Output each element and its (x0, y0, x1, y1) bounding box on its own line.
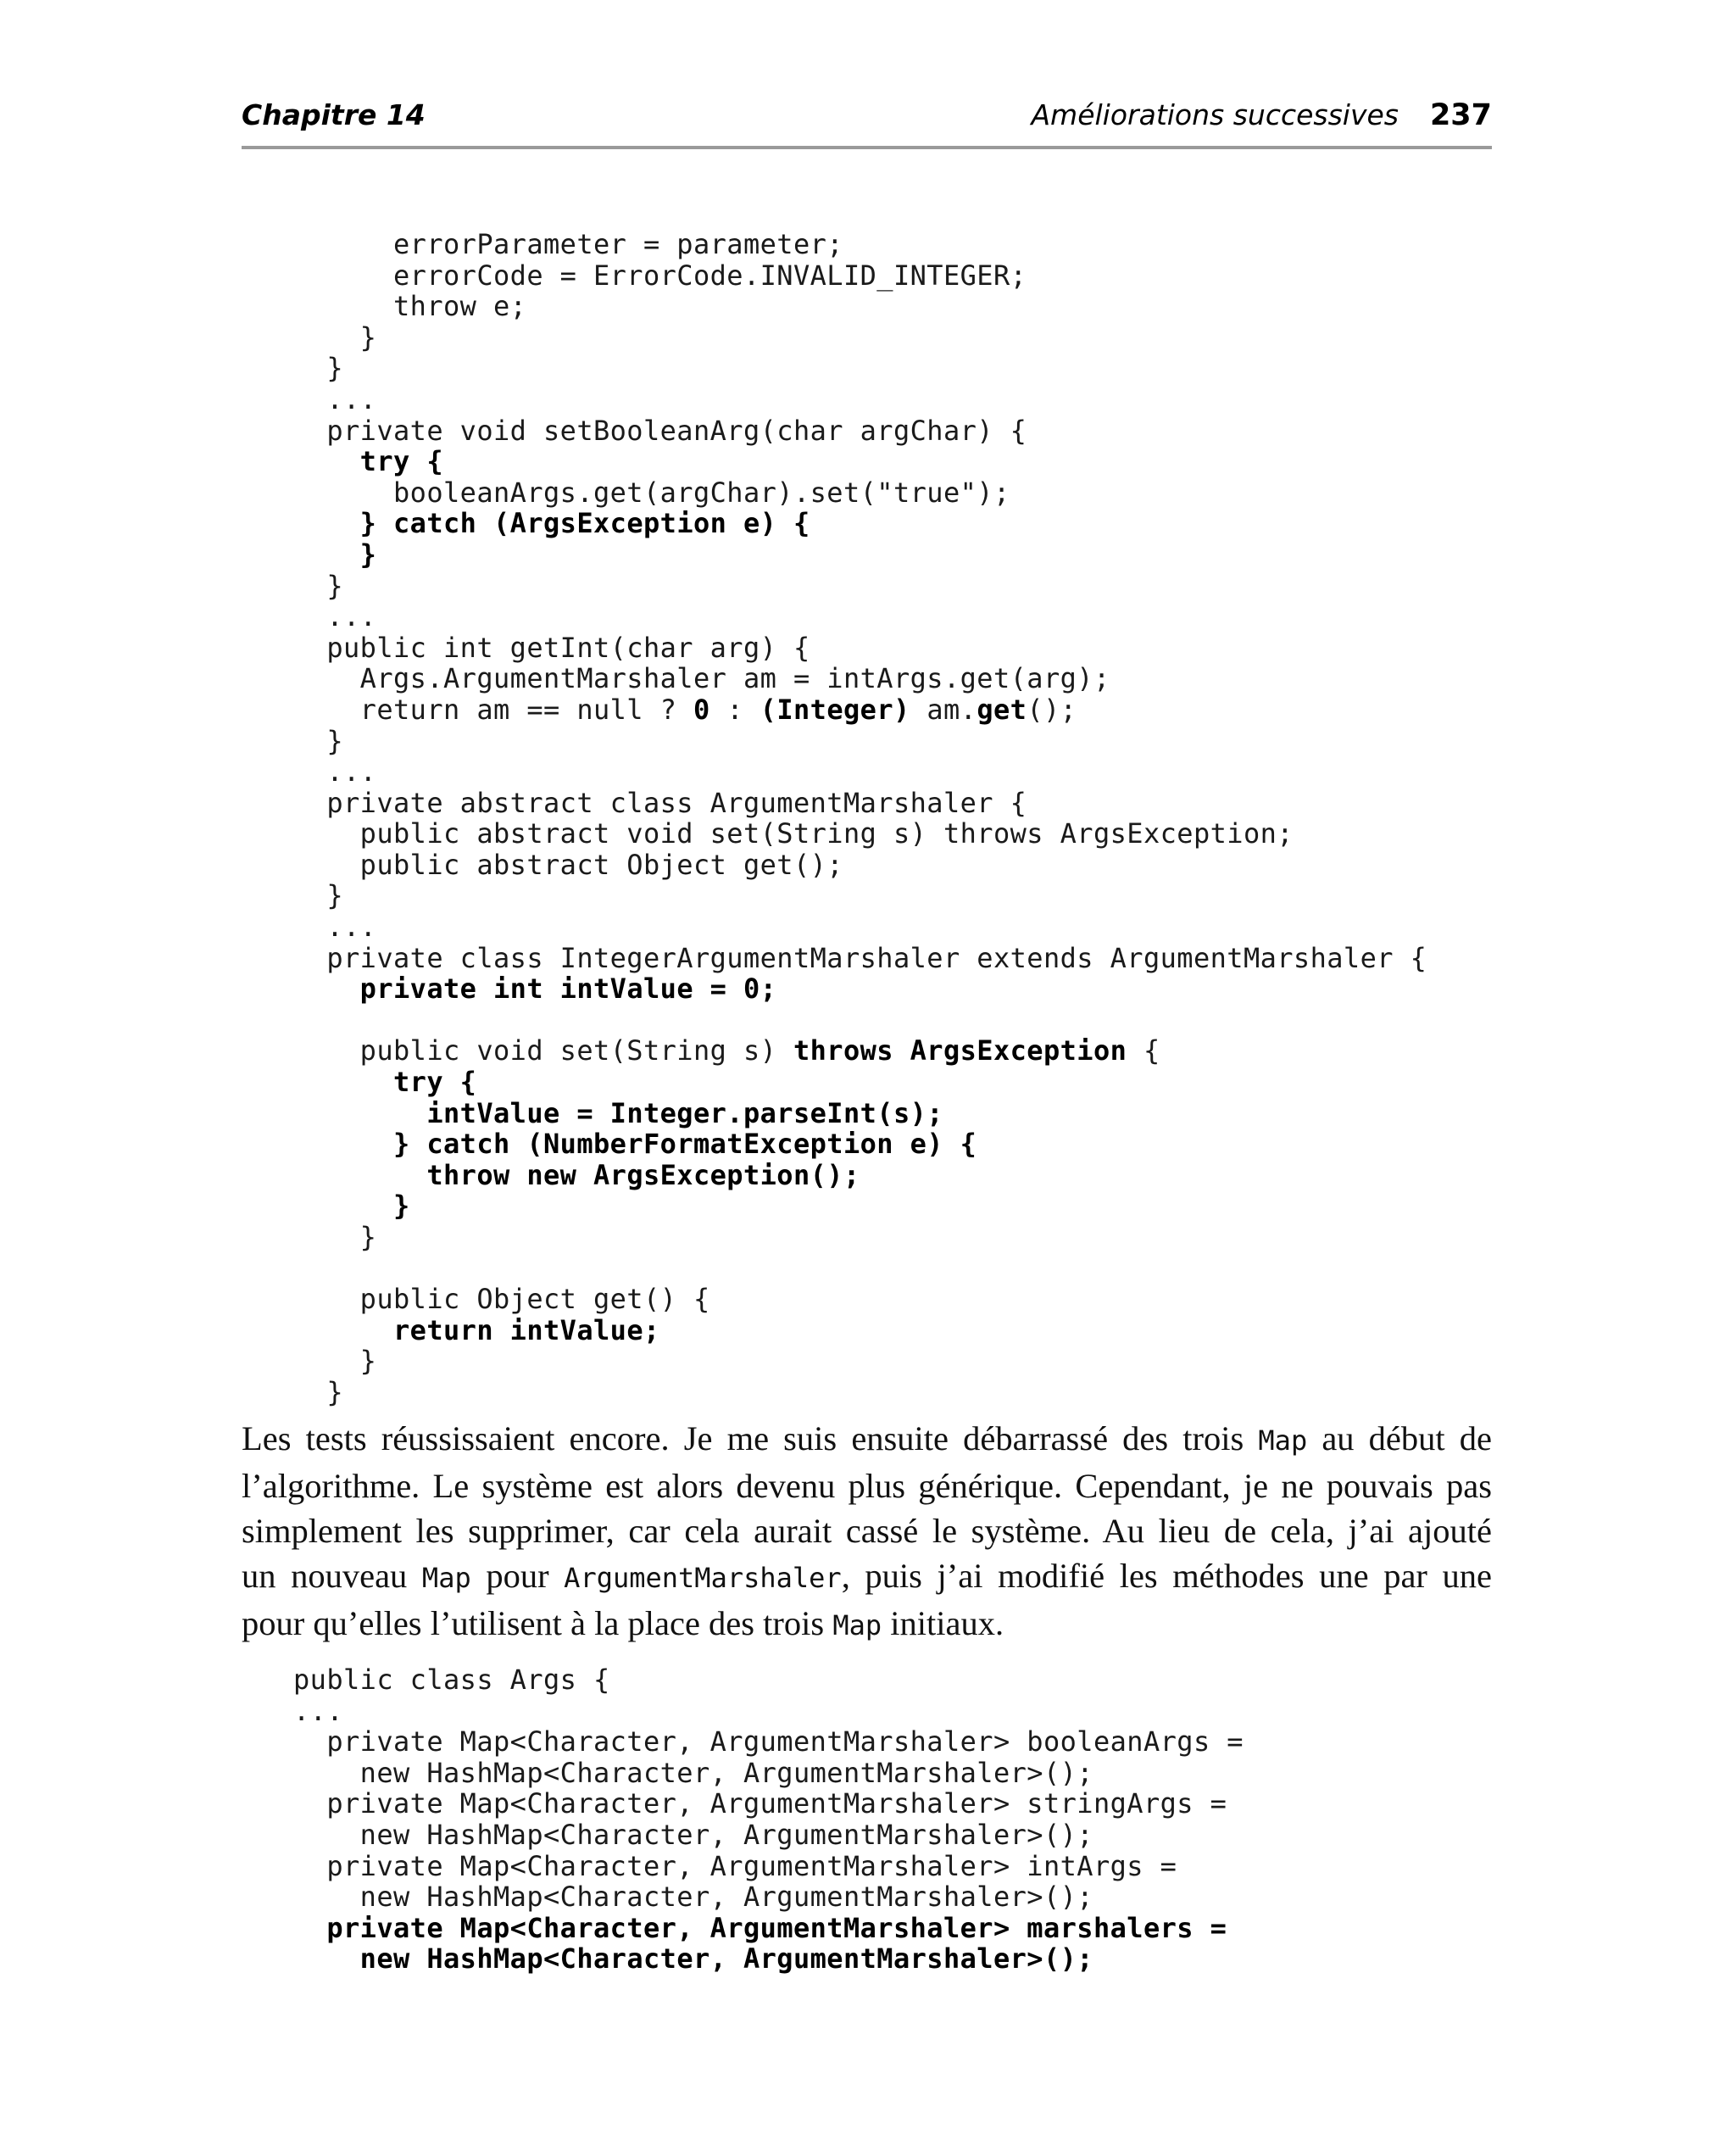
code-line (293, 1160, 1427, 1191)
running-header (242, 95, 1492, 149)
code-segment: new HashMap<Character, ArgumentMarshaler>(); (293, 1881, 1093, 1914)
code-segment (293, 1066, 393, 1098)
code-line (293, 1788, 1244, 1820)
code-segment: : (709, 693, 760, 726)
code-segment: ... (293, 911, 377, 944)
code-line (293, 384, 1427, 415)
text-segment: Les tests réussissaient encore. Je me suis ensuite débarrassé des trois (242, 1419, 1259, 1457)
code-segment: public void set(String s) (293, 1034, 793, 1067)
body-paragraph (242, 1416, 1492, 1648)
code-line (293, 1820, 1244, 1851)
code-line (293, 1943, 1244, 1975)
code-line (293, 880, 1427, 911)
text-segment: simplement les supprimer, car cela aurait cassé le système. Au lieu de cela, j’ai ajouté (242, 1512, 1492, 1550)
code-line (293, 1253, 1427, 1285)
code-line (293, 1284, 1427, 1315)
code-segment: new HashMap<Character, ArgumentMarshaler>(); (293, 1756, 1093, 1789)
code-segment: ... (293, 1694, 343, 1727)
code-segment: public abstract void set(String s) throws ArgsException; (293, 817, 1294, 850)
code-line (293, 911, 1427, 943)
code-segment (293, 507, 360, 539)
inline-code: Map (1258, 1424, 1308, 1457)
chapter-label: Chapitre 14 (242, 98, 426, 131)
code-line (293, 726, 1427, 757)
code-line (293, 260, 1427, 292)
text-segment: au début de (1307, 1419, 1492, 1457)
paragraph-line (242, 1416, 1492, 1463)
code-listing-1 (293, 229, 1427, 1408)
code-line (293, 1758, 1244, 1789)
code-listing-2 (293, 1664, 1244, 1975)
paragraph-line (242, 1508, 1492, 1553)
code-segment: new HashMap<Character, ArgumentMarshaler>(); (293, 1818, 1093, 1851)
code-segment: private abstract class ArgumentMarshaler { (293, 786, 1027, 819)
code-bold-segment: } catch (ArgsException e) { (359, 507, 810, 540)
text-segment: , puis j’ai modifié les méthodes une par une (841, 1557, 1492, 1595)
code-segment: booleanArgs.get(argChar).set("true"); (293, 476, 1010, 509)
code-segment (293, 972, 360, 1005)
code-bold-segment: 0 (693, 693, 710, 726)
code-line (293, 663, 1427, 694)
code-line (293, 446, 1427, 477)
code-segment: } (293, 1221, 377, 1253)
code-line (293, 756, 1427, 788)
code-bold-segment: } catch (NumberFormatException e) { (393, 1128, 977, 1161)
code-segment: ... (293, 382, 377, 415)
code-segment: } (293, 352, 343, 385)
code-segment (293, 1128, 393, 1160)
code-line (293, 1190, 1427, 1222)
code-line (293, 1726, 1244, 1758)
code-bold-segment: intValue = Integer.parseInt(s); (426, 1096, 943, 1129)
code-line (293, 1346, 1427, 1377)
code-line (293, 477, 1427, 509)
code-line (293, 1098, 1427, 1129)
code-segment: (); (1027, 693, 1077, 726)
code-segment (293, 1912, 326, 1944)
code-line (293, 1005, 1427, 1036)
text-segment: initiaux. (882, 1604, 1004, 1642)
code-segment: private class IntegerArgumentMarshaler extends ArgumentMarshaler { (293, 941, 1427, 974)
code-segment: private void setBooleanArg(char argChar) { (293, 414, 1027, 447)
code-bold-segment: try { (359, 445, 443, 478)
code-line (293, 1222, 1427, 1253)
code-segment: errorParameter = parameter; (293, 228, 843, 260)
code-segment: } (293, 1375, 343, 1408)
code-line (293, 818, 1427, 850)
code-bold-segment: } (393, 1190, 410, 1223)
code-bold-segment: throws ArgsException (793, 1034, 1127, 1067)
code-segment (293, 1159, 426, 1191)
code-segment: ... (293, 600, 377, 633)
code-line (293, 943, 1427, 974)
code-bold-segment: private Map<Character, ArgumentMarshaler> marshalers = (326, 1911, 1227, 1944)
code-bold-segment: throw new ArgsException(); (426, 1158, 860, 1191)
code-segment: throw e; (293, 290, 527, 323)
text-segment: pour (470, 1557, 565, 1595)
code-bold-segment: try { (393, 1066, 477, 1099)
code-segment: } (293, 879, 343, 912)
code-segment: public int getInt(char arg) { (293, 631, 810, 664)
code-bold-segment: new HashMap<Character, ArgumentMarshaler>(); (359, 1942, 1093, 1976)
code-segment (293, 538, 360, 571)
code-segment (293, 1097, 426, 1129)
code-segment: } (293, 1345, 377, 1378)
code-line (293, 1067, 1427, 1098)
code-segment: } (293, 569, 343, 602)
paragraph-line (242, 1463, 1492, 1508)
inline-code: Map (421, 1562, 471, 1594)
code-segment: ... (293, 755, 377, 789)
code-segment: { (1127, 1034, 1160, 1067)
code-line (293, 973, 1427, 1005)
text-segment: un nouveau (242, 1557, 422, 1595)
code-bold-segment: private int intValue = 0; (359, 972, 777, 1006)
code-line (293, 291, 1427, 322)
code-line (293, 1913, 1244, 1944)
inline-code: Map (832, 1609, 882, 1641)
code-line (293, 1851, 1244, 1882)
code-bold-segment: } (359, 538, 377, 571)
code-segment: } (293, 724, 343, 757)
code-line (293, 1377, 1427, 1408)
code-line (293, 1315, 1427, 1346)
code-line (293, 539, 1427, 571)
code-line (293, 633, 1427, 664)
code-segment: private Map<Character, ArgumentMarshaler> stringArgs = (293, 1787, 1227, 1820)
code-segment (293, 1190, 393, 1222)
code-line (293, 694, 1427, 726)
code-line (293, 788, 1427, 819)
code-segment: public class Args { (293, 1664, 610, 1696)
code-segment: Args.ArgumentMarshaler am = intArgs.get(arg); (293, 662, 1110, 695)
code-bold-segment: get (976, 693, 1027, 726)
code-segment: public abstract Object get(); (293, 848, 843, 881)
code-segment: } (293, 320, 377, 354)
code-segment: public Object get() { (293, 1283, 710, 1316)
code-line (293, 415, 1427, 447)
section-title: Améliorations successives (1031, 98, 1399, 131)
text-segment: pour qu’elles l’utilisent à la place des trois (242, 1604, 833, 1642)
code-line (293, 353, 1427, 384)
text-segment: l’algorithme. Le système est alors devenu plus générique. Cependant, je ne pouvais pas (242, 1467, 1492, 1505)
code-segment: return am == null ? (293, 693, 693, 726)
code-segment: private Map<Character, ArgumentMarshaler> booleanArgs = (293, 1725, 1244, 1758)
code-segment (293, 1942, 360, 1975)
code-line (293, 1035, 1427, 1067)
code-line (293, 229, 1427, 260)
paragraph-line (242, 1601, 1492, 1648)
code-segment: am. (910, 693, 977, 726)
code-line (293, 508, 1427, 539)
code-segment: private Map<Character, ArgumentMarshaler> intArgs = (293, 1849, 1177, 1882)
code-line (293, 571, 1427, 602)
code-line (293, 1664, 1244, 1696)
code-line (293, 1129, 1427, 1160)
code-line (293, 601, 1427, 633)
code-bold-segment: (Integer) (760, 693, 910, 726)
code-segment: errorCode = ErrorCode.INVALID_INTEGER; (293, 259, 1027, 292)
paragraph-line (242, 1553, 1492, 1601)
code-segment (293, 1314, 393, 1346)
code-bold-segment: return intValue; (393, 1313, 660, 1346)
code-segment (293, 445, 360, 477)
code-line (293, 1696, 1244, 1727)
code-line (293, 850, 1427, 881)
code-line (293, 322, 1427, 354)
code-line (293, 1881, 1244, 1913)
inline-code: ArgumentMarshaler (564, 1562, 842, 1594)
page-number: 237 (1429, 98, 1492, 132)
